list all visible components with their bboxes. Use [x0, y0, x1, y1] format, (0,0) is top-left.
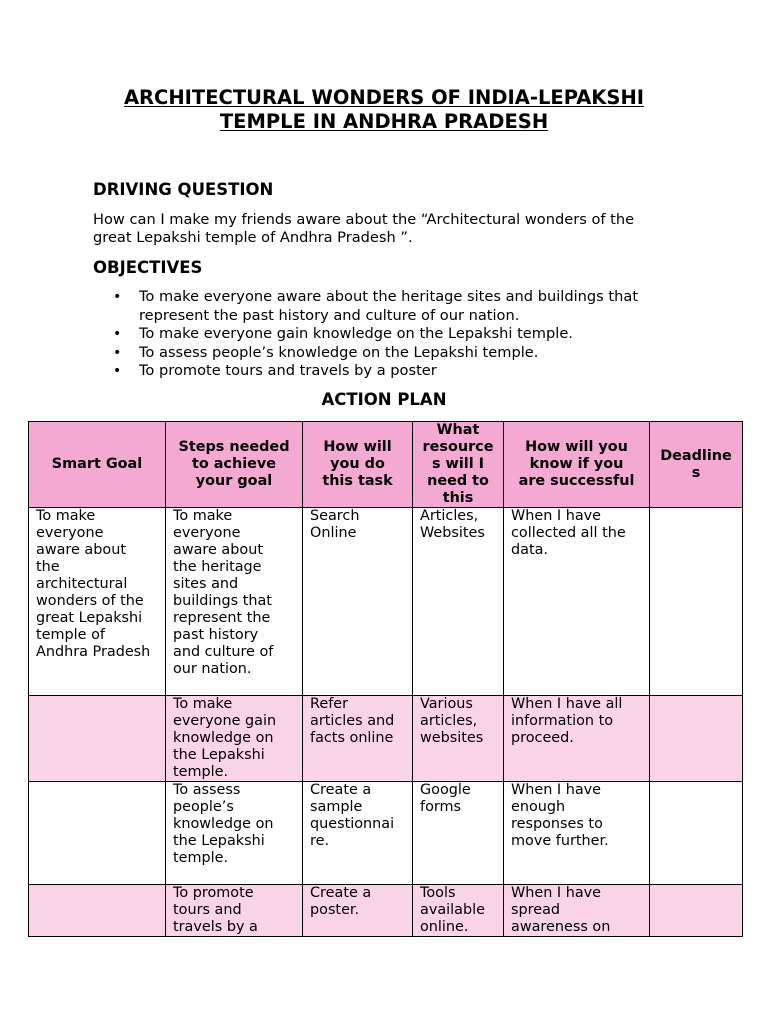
cell-how-will-you-do: [303, 782, 413, 885]
cell-text: represent the: [173, 610, 271, 626]
cell-text: Online: [310, 525, 357, 541]
cell-success-measure: [504, 696, 650, 782]
header-text: this task: [322, 473, 393, 489]
cell-text: the heritage: [173, 559, 262, 575]
cell-text: forms: [420, 799, 462, 815]
cell-steps-needed: [166, 508, 303, 696]
header-text: s: [691, 464, 701, 481]
cell-success-measure: [504, 782, 650, 885]
cell-text: enough: [511, 799, 566, 815]
column-header-smart-goal: [29, 422, 166, 508]
cell-text: temple.: [173, 850, 229, 866]
cell-text: information to: [511, 713, 614, 729]
cell-text: available: [420, 902, 485, 918]
cell-text: knowledge on: [173, 730, 274, 746]
cell-text: When I have: [511, 508, 602, 524]
cell-resources-needed: [413, 885, 504, 937]
cell-deadlines: [650, 696, 743, 782]
objectives-heading: OBJECTIVES: [93, 258, 203, 277]
cell-text: When I have: [511, 782, 602, 798]
objective-item: [93, 344, 723, 363]
cell-deadlines: [650, 782, 743, 885]
column-header-steps-needed: [166, 422, 303, 508]
cell-text: Articles,: [420, 508, 479, 524]
cell-text: the: [36, 559, 60, 575]
cell-text: To make: [173, 696, 233, 712]
cell-resources-needed: [413, 782, 504, 885]
cell-smart-goal: [29, 696, 166, 782]
cell-text: aware about: [173, 542, 263, 558]
bullet-icon: •: [113, 289, 122, 305]
cell-text: sites and: [173, 576, 239, 592]
cell-text: websites: [420, 730, 484, 746]
bullet-icon: •: [113, 326, 122, 342]
cell-text: everyone: [36, 525, 104, 541]
cell-text: Create a: [310, 885, 372, 901]
header-text: What: [436, 422, 480, 438]
cell-text: Various: [420, 696, 473, 712]
cell-text: architectural: [36, 576, 128, 592]
cell-text: When I have all: [511, 696, 623, 712]
cell-deadlines: [650, 885, 743, 937]
cell-text: wonders of the: [36, 593, 144, 609]
cell-text: re.: [310, 833, 330, 849]
header-text: your goal: [195, 473, 273, 489]
objective-item: [93, 325, 723, 344]
cell-text: travels by a: [173, 919, 258, 935]
column-header-deadlines: [650, 422, 743, 508]
objective-item: [93, 362, 723, 381]
title-line-2: TEMPLE IN ANDHRA PRADESH: [219, 110, 549, 133]
cell-smart-goal: [29, 508, 166, 696]
header-text: Steps needed: [178, 439, 290, 455]
objective-text: To make everyone aware about the heritage sites and buildings that: [139, 288, 639, 305]
cell-text: Andhra Pradesh: [36, 644, 151, 660]
column-header-resources-needed: [413, 422, 504, 508]
cell-text: tours and: [173, 902, 242, 918]
cell-text: our nation.: [173, 661, 252, 677]
header-text: Smart Goal: [51, 456, 143, 472]
bullet-icon: •: [113, 363, 122, 379]
column-header-success-measure: [504, 422, 650, 508]
table-header-row: [29, 422, 743, 508]
cell-resources-needed: [413, 696, 504, 782]
cell-text: questionnai: [310, 816, 395, 832]
bullet-icon: •: [113, 344, 122, 361]
cell-text: people’s: [173, 799, 234, 815]
cell-text: past history: [173, 627, 259, 643]
cell-text: the Lepakshi: [173, 747, 265, 763]
cell-text: Create a: [310, 782, 372, 798]
cell-how-will-you-do: [303, 508, 413, 696]
table-row: [29, 782, 743, 885]
objectives-list: [93, 288, 723, 381]
cell-text: articles and: [310, 713, 395, 729]
cell-steps-needed: [166, 885, 303, 937]
cell-text: collected all the: [511, 525, 626, 541]
cell-text: poster.: [310, 902, 360, 918]
cell-text: everyone: [173, 525, 241, 541]
header-text: are successful: [518, 473, 635, 489]
cell-smart-goal: [29, 885, 166, 937]
cell-text: Google: [420, 782, 471, 798]
cell-text: articles,: [420, 713, 478, 729]
cell-text: data.: [511, 542, 548, 558]
table-row: [29, 696, 743, 782]
header-text: How will: [323, 439, 392, 455]
cell-deadlines: [650, 508, 743, 696]
cell-text: online.: [420, 919, 469, 935]
cell-smart-goal: [29, 782, 166, 885]
cell-text: Search: [310, 508, 360, 524]
cell-text: To promote: [173, 885, 254, 901]
table-row: [29, 508, 743, 696]
cell-text: Refer: [310, 696, 349, 712]
objective-text: To promote tours and travels by a poster: [139, 362, 437, 379]
header-text: this: [442, 490, 474, 506]
cell-how-will-you-do: [303, 696, 413, 782]
column-header-how-will-you-do: [303, 422, 413, 508]
header-text: need to: [427, 473, 489, 489]
cell-text: temple.: [173, 764, 229, 780]
title-line-1: ARCHITECTURAL WONDERS OF INDIA-LEPAKSHI: [123, 86, 645, 109]
action-plan-heading: ACTION PLAN: [321, 390, 447, 409]
cell-text: great Lepakshi: [36, 610, 143, 626]
cell-steps-needed: [166, 696, 303, 782]
header-text: you do: [330, 456, 385, 472]
cell-success-measure: [504, 508, 650, 696]
cell-text: move further.: [511, 833, 609, 849]
cell-text: awareness on: [511, 919, 611, 935]
cell-text: sample: [310, 799, 363, 815]
driving-question-line-1: How can I make my friends aware about the “Architectural wonders of the: [93, 211, 635, 228]
cell-resources-needed: [413, 508, 504, 696]
header-text: How will you: [525, 439, 628, 455]
cell-text: temple of: [36, 627, 105, 643]
cell-text: proceed.: [511, 730, 574, 746]
cell-text: responses to: [511, 816, 603, 832]
header-text: know if you: [529, 456, 624, 472]
cell-text: To make: [36, 508, 96, 524]
cell-text: everyone gain: [173, 713, 277, 729]
cell-text: buildings that: [173, 593, 272, 609]
cell-text: To assess: [173, 782, 241, 798]
objective-item: [93, 288, 723, 325]
objective-text: To assess people’s knowledge on the Lepakshi temple.: [139, 343, 539, 361]
cell-text: When I have: [511, 885, 602, 901]
cell-text: Websites: [420, 525, 485, 541]
header-text: s will I: [431, 456, 485, 472]
table-row: [29, 885, 743, 937]
objective-text: To make everyone gain knowledge on the Lepakshi temple.: [139, 325, 573, 342]
header-text: to achieve: [191, 456, 277, 472]
objective-text: represent the past history and culture of our nation.: [139, 306, 520, 324]
cell-text: facts online: [310, 730, 394, 746]
cell-text: To make: [173, 508, 233, 524]
cell-text: the Lepakshi: [173, 833, 265, 849]
cell-text: knowledge on: [173, 816, 274, 832]
cell-text: spread: [511, 902, 561, 918]
cell-how-will-you-do: [303, 885, 413, 937]
driving-question-heading: DRIVING QUESTION: [93, 180, 274, 199]
header-text: Deadline: [660, 447, 732, 464]
cell-text: Tools: [420, 885, 456, 901]
cell-steps-needed: [166, 782, 303, 885]
cell-text: aware about: [36, 542, 126, 558]
driving-question-line-2: great Lepakshi temple of Andhra Pradesh ”.: [93, 229, 413, 246]
cell-text: and culture of: [173, 644, 274, 660]
header-text: resource: [422, 439, 494, 455]
driving-question-text: [93, 211, 713, 247]
action-plan-table: [28, 421, 743, 937]
cell-success-measure: [504, 885, 650, 937]
document-title: [60, 86, 708, 134]
